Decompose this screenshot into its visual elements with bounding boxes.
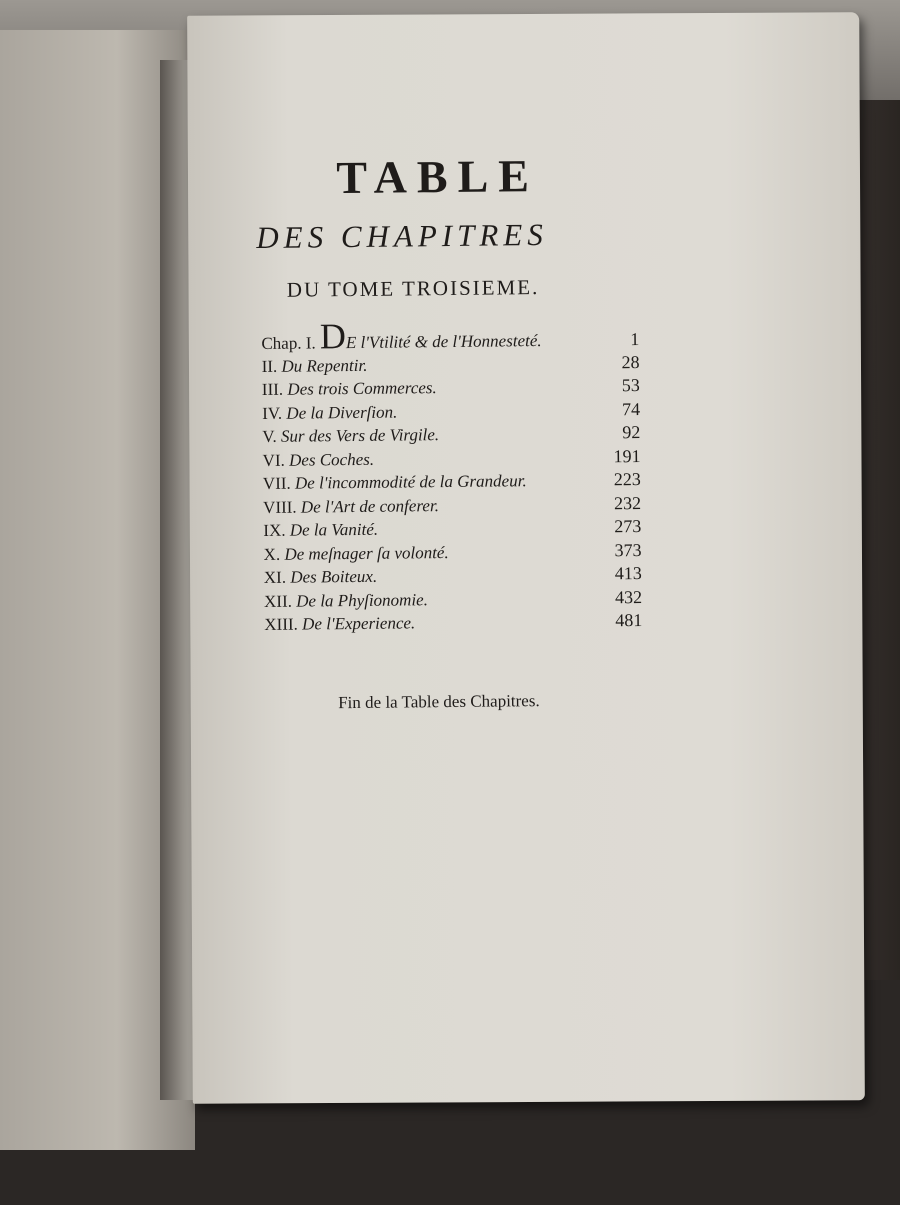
chapter-title: Des Boiteux. (290, 566, 378, 587)
chapter-entry (263, 471, 527, 494)
table-end-note: Fin de la Table des Chapitres. (338, 691, 540, 713)
chapter-entry (264, 543, 449, 565)
chapter-entry (261, 316, 542, 357)
chapter-title: Des trois Commerces. (287, 378, 437, 399)
chapter-page: 53 (621, 375, 640, 396)
chapter-entry (263, 449, 375, 470)
chapter-entry (264, 613, 415, 635)
volume-heading: DU TOME TROISIEME. (286, 275, 540, 302)
chapter-number: XI. (263, 567, 287, 587)
chapter-number: VI. (262, 450, 285, 470)
chapter-title: De l'incommodité de la Grandeur. (294, 471, 527, 493)
chapter-page: 191 (613, 445, 641, 466)
chapter-page: 273 (614, 516, 642, 537)
chapter-title: De l'Experience. (302, 613, 416, 634)
chapter-page: 92 (622, 422, 641, 443)
chapter-title: De la Vanité. (289, 519, 379, 540)
chapter-number: IV. (262, 403, 283, 423)
chapter-number: VII. (262, 473, 291, 493)
chapter-number: XIII. (264, 614, 298, 634)
chapter-number: V. (262, 426, 277, 446)
chapter-entry (262, 402, 397, 423)
chapter-page: 373 (614, 539, 642, 560)
chapter-number: IX. (263, 520, 286, 540)
chapter-list (261, 316, 643, 637)
chapter-page: 223 (613, 469, 641, 490)
chapter-row (264, 610, 642, 637)
chapter-page: 432 (614, 586, 643, 607)
chapter-title: Des Coches. (288, 449, 375, 470)
chapter-title: De la Phyſionomie. (296, 589, 429, 611)
chapter-title: De meſnager ſa volonté. (284, 542, 449, 564)
page-subtitle: DES CHAPITRES (256, 216, 548, 256)
chapter-page: 74 (621, 398, 641, 419)
chapter-page: 413 (614, 563, 642, 584)
chapter-page: 1 (630, 329, 640, 350)
chapter-entry (262, 425, 439, 447)
chapter-entry (264, 590, 428, 612)
chapter-number: Chap. I. (261, 333, 316, 353)
chapter-page: 232 (613, 492, 642, 513)
drop-initial: D (319, 316, 347, 357)
chapter-number: II. (261, 356, 278, 376)
chapter-entry (262, 378, 437, 400)
chapter-title: E l'Vtilité & de l'Honnesteté. (345, 331, 542, 353)
chapter-entry (263, 520, 378, 541)
chapter-entry (263, 496, 439, 518)
chapter-entry (264, 567, 378, 588)
chapter-number: III. (261, 379, 284, 399)
chapter-number: VIII. (263, 497, 297, 517)
chapter-page: 28 (621, 351, 640, 372)
chapter-number: X. (263, 544, 281, 564)
page-title: TABLE (336, 150, 540, 204)
chapter-entry (262, 355, 368, 376)
chapter-page: 481 (615, 609, 643, 631)
chapter-title: Du Repentir. (281, 355, 368, 376)
chapter-title: Sur des Vers de Virgile. (280, 425, 440, 446)
chapter-number: XII. (263, 591, 293, 611)
chapter-title: De la Diverſion. (286, 402, 398, 423)
chapter-title: De l'Art de conferer. (300, 495, 439, 517)
